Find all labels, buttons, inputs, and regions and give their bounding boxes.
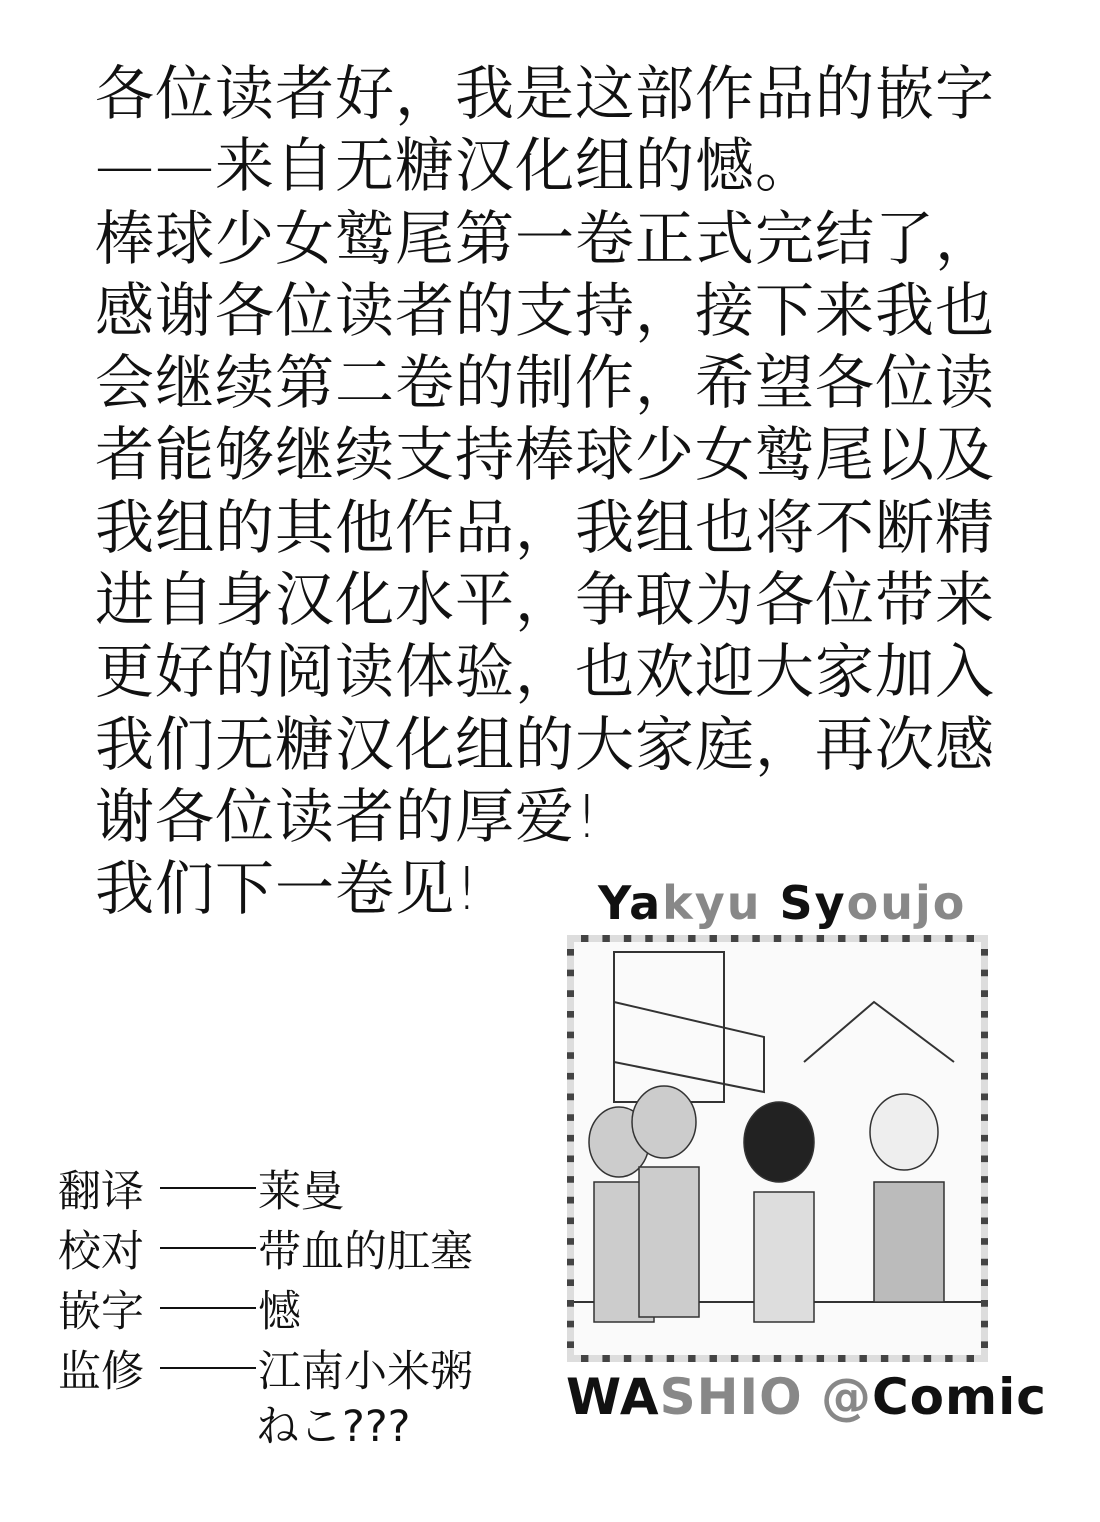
credit-name: 江南小米粥 xyxy=(258,1346,473,1397)
dash-divider xyxy=(160,1307,256,1309)
credit-typesetting xyxy=(58,1278,473,1338)
credit-proofreading xyxy=(58,1218,473,1278)
credit-name: 憾 xyxy=(258,1286,301,1337)
afterword-line: ——来自无糖汉化组的憾。 xyxy=(95,131,816,201)
title-part: Ya xyxy=(598,876,663,930)
illustration-drawing xyxy=(574,942,981,1355)
dash-divider xyxy=(160,1187,256,1189)
credit-role: 校对 xyxy=(58,1226,144,1277)
title-part: Comic xyxy=(871,1368,1047,1426)
credit-supervision xyxy=(58,1338,473,1398)
title-part: kyu xyxy=(662,876,780,930)
illustration-title xyxy=(598,876,966,930)
afterword-line: 更好的阅读体验，也欢迎大家加入 xyxy=(95,637,996,707)
title-part: @ xyxy=(820,1368,872,1426)
title-part: Sy xyxy=(779,876,847,930)
credit-extra-name: ねこ??? xyxy=(256,1402,411,1452)
afterword-line: 我组的其他作品，我组也将不断精 xyxy=(95,492,996,562)
afterword-line: 我们无糖汉化组的大家庭，再次感 xyxy=(95,709,996,779)
credit-role: 翻译 xyxy=(58,1166,144,1217)
afterword-line: 各位读者好，我是这部作品的嵌字 xyxy=(95,59,996,128)
credit-name: 莱曼 xyxy=(258,1166,344,1217)
afterword-line: 棒球少女鹫尾第一卷正式完结了， xyxy=(95,203,996,273)
afterword-line: 我们下一卷见! xyxy=(95,854,480,924)
title-part: WA xyxy=(566,1368,660,1426)
credits-list xyxy=(58,1158,473,1456)
afterword-line: 感谢各位读者的支持，接下来我也 xyxy=(95,275,996,345)
afterword-line: 进自身汉化水平，争取为各位带来 xyxy=(95,565,996,635)
illustration-credit xyxy=(566,1368,1047,1426)
dash-divider xyxy=(160,1247,256,1249)
afterword-line: 者能够继续支持棒球少女鹫尾以及 xyxy=(95,420,996,490)
title-part: SHIO xyxy=(659,1368,821,1426)
afterword-line: 谢各位读者的厚爱! xyxy=(95,781,600,851)
manga-illustration xyxy=(567,935,988,1362)
credit-role: 监修 xyxy=(58,1346,144,1397)
afterword-text xyxy=(95,58,1055,926)
credit-translation xyxy=(58,1158,473,1218)
credit-role: 嵌字 xyxy=(58,1286,144,1337)
dash-divider xyxy=(160,1367,256,1369)
credit-name: 带血的肛塞 xyxy=(258,1226,473,1277)
afterword-line: 会继续第二卷的制作，希望各位读 xyxy=(95,348,996,418)
title-part: oujo xyxy=(846,876,967,930)
